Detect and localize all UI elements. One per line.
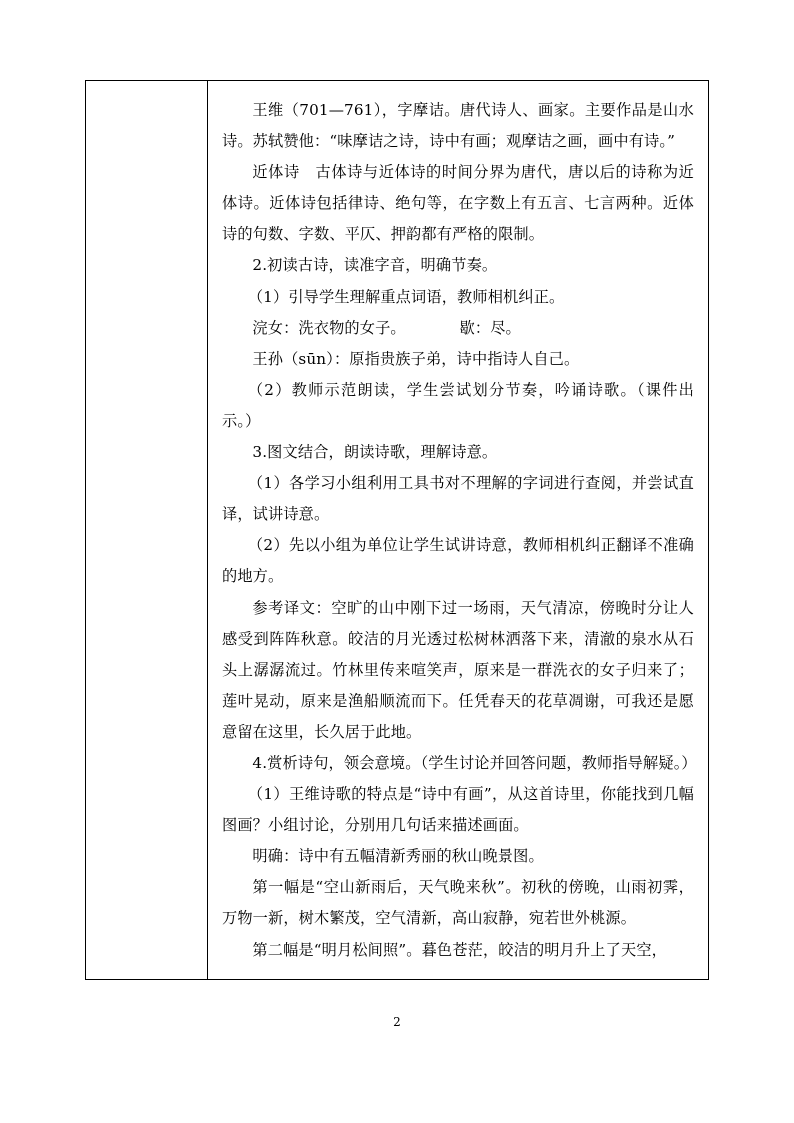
paragraph-modern-poetry: 近体诗 古体诗与近体诗的时间分界为唐代，唐以后的诗称为近体诗。近体诗包括律诗、绝句等，在字数上有五言、七言两种。近体诗的句数、字数、平仄、押韵都有严格的限制。 [222,163,694,244]
paragraph-step-2-item-1: （1）引导学生理解重点词语，教师相机纠正。 [247,287,565,306]
lesson-table [85,80,709,980]
paragraph-vocab-2: 王孙（sūn）：原指贵族子弟，诗中指诗人自己。 [252,349,580,368]
paragraph-step-4-heading: 4.赏析诗句，领会意境。（学生讨论并回答问题，教师指导解疑。） [252,753,697,772]
page-number: 2 [393,1015,401,1029]
table-content-cell [208,81,708,979]
paragraph-step-4-item-1: （1）王维诗歌的特点是“诗中有画”，从这首诗里，你能找到几幅图画？小组讨论，分别用几句话来描述画面。 [222,785,694,835]
paragraph-step-2-heading: 2.初读古诗，读准字音，明确节奏。 [252,256,498,275]
paragraph-step-2-item-2: （2）教师示范朗读，学生尝试划分节奏，吟诵诗歌。（课件出示。） [222,380,694,430]
paragraph-clarification: 明确：诗中有五幅清新秀丽的秋山晚景图。 [252,847,544,866]
paragraph-step-3-heading: 3.图文结合，朗读诗歌，理解诗意。 [252,443,498,462]
paragraph-reference-translation: 参考译文：空旷的山中刚下过一场雨，天气清凉，傍晚时分让人感受到阵阵秋意。皎洁的月光透过松树林洒落下来，清澈的泉水从石头上潺潺流过。竹林里传来喧笑声，原来是一群洗衣的女子归来了；莲叶晃动，原来是渔船顺流而下。任凭春天的花草凋谢，可我还是愿意留在这里，长久居于此地。 [222,598,694,741]
paragraph-vocab-1: 浣女：洗衣物的女子。 歇：尽。 [252,318,521,337]
paragraph-scene-1: 第一幅是“空山新雨后，天气晚来秋”。初秋的傍晚，山雨初霁，万物一新，树木繁茂，空气清新，高山寂静，宛若世外桃源。 [222,878,694,928]
paragraph-step-3-item-1: （1）各学习小组利用工具书对不理解的字词进行查阅，并尝试直译，试讲诗意。 [222,474,694,524]
table-left-cell [86,81,208,979]
paragraph-scene-2: 第二幅是“明月松间照”。暮色苍茫，皎洁的明月升上了天空， [252,940,667,959]
paragraph-author-intro: 王维（701—761），字摩诘。唐代诗人、画家。主要作品是山水诗。苏轼赞他：“味摩诘之诗，诗中有画；观摩诘之画，画中有诗。” [222,101,694,151]
paragraph-step-3-item-2: （2）先以小组为单位让学生试讲诗意，教师相机纠正翻译不准确的地方。 [222,536,694,586]
